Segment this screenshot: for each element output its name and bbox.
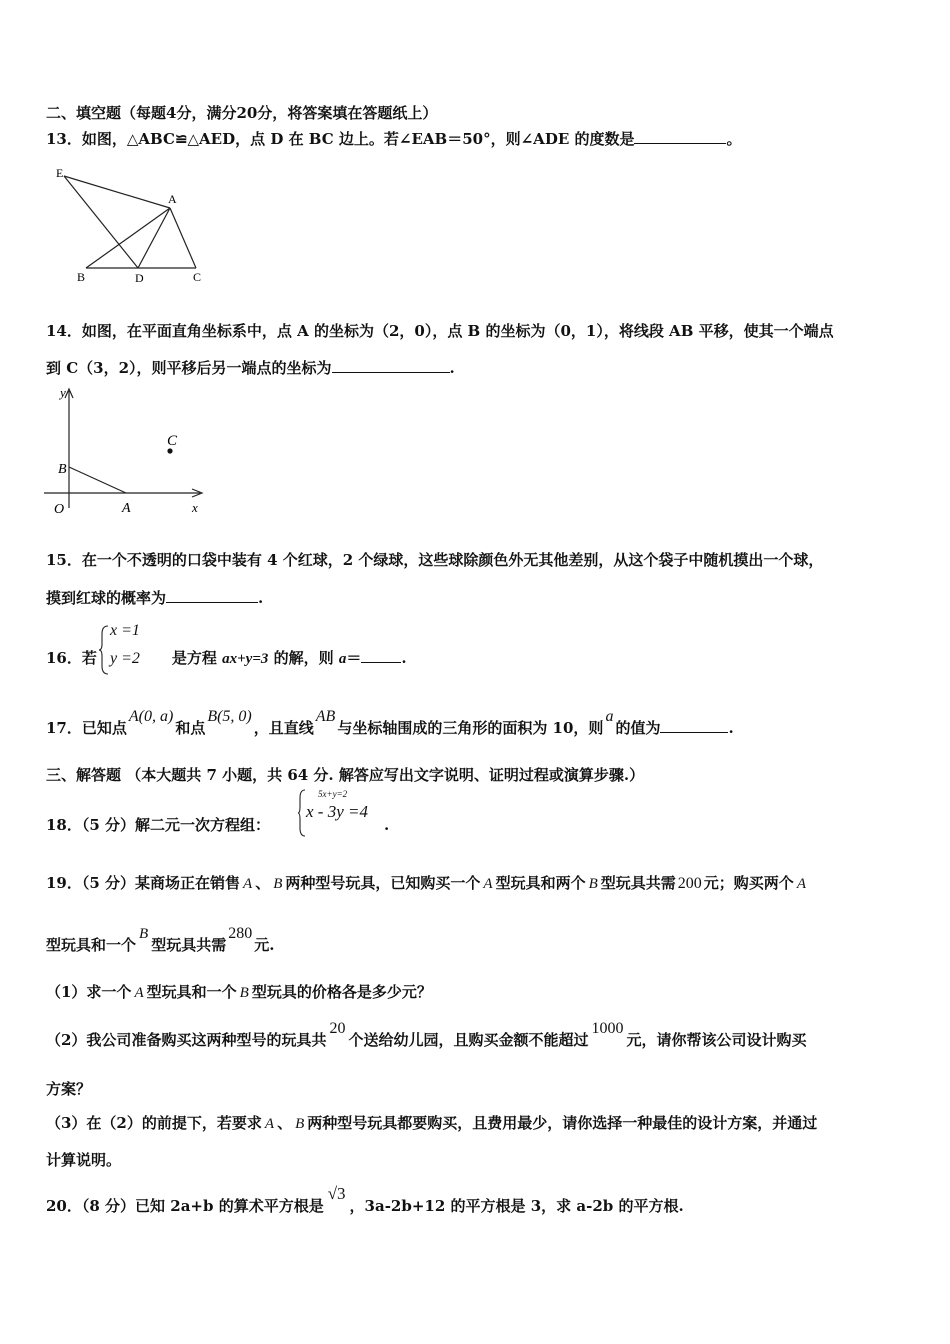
question-15-line-1: 15．在一个不透明的口袋中装有 4 个红球，2 个绿球，这些球除颜色外无其他差别，从这个袋子中随机摸出一个球， [46, 551, 824, 569]
q14-label-C: C [167, 433, 178, 449]
q16-eq1: x =1 [110, 622, 140, 639]
q19-p2b: 个送给幼儿园，且购买金额不能超过 [348, 1031, 589, 1049]
q17-point-A: A(0, a) [128, 708, 174, 725]
question-15-line-2 [46, 588, 263, 608]
q19-A-5: A [264, 1116, 275, 1132]
q14-label-O: O [54, 502, 65, 517]
section-2-title: 二、填空题（每题4分，满分20分，将答案填在答题纸上） [46, 104, 438, 122]
q15-answer-blank [166, 588, 258, 603]
q13-label-D: D [135, 271, 144, 285]
q17-point-B: B(5, 0) [207, 708, 252, 725]
q19-sep-1: 、 [255, 874, 271, 892]
q19-n200: 200 [677, 875, 702, 892]
q19-p1c: 型玩具的价格各是多少元？ [251, 983, 432, 1001]
q16-middle: 是方程 [171, 649, 223, 667]
q19-p1b: 型玩具和一个 [146, 983, 237, 1001]
q19-sep-2: 、 [277, 1114, 293, 1132]
q17-end: . [728, 719, 734, 737]
question-14-line-1: 14．如图，在平面直角坐标系中，点 A 的坐标为（2，0），点 B 的坐标为（0，1），将线段 AB 平移，使其一个端点 [46, 322, 834, 340]
question-18 [46, 815, 270, 835]
q19-A-3: A [796, 876, 806, 892]
q16-end: . [401, 649, 407, 667]
q19-A-2: A [483, 876, 493, 892]
q17-line-AB: AB [315, 708, 336, 725]
q19-B-3: B [139, 926, 149, 942]
question-14-line-2 [46, 358, 455, 378]
q16-answer-blank [361, 648, 401, 663]
q16-var: a [338, 651, 347, 667]
q14-answer-blank [332, 358, 450, 373]
section-3-title: 三、解答题 （本大题共 7 小题，共 64 分. 解答应写出文字说明、证明过程或演算步骤.） [46, 766, 645, 784]
q13-label-A: A [168, 192, 177, 206]
q16-eqsign: ＝ [346, 649, 362, 667]
q20-b: ，3a-2b+12 的平方根是 3，求 a-2b 的平方根. [349, 1197, 684, 1215]
q19-B-5: B [295, 1116, 305, 1132]
question-19-part-2 [46, 1020, 807, 1051]
q13-text: 13．如图，△ABC≌△AED，点 D 在 BC 边上。若∠EAB＝50°，则∠ADE 的度数是 [46, 130, 635, 148]
q19-p2c: 元，请你帮该公司设计购买 [626, 1031, 807, 1049]
q19-l2a: 型玩具和一个 [46, 936, 137, 954]
q19-l1e: 元；购买两个 [703, 874, 794, 892]
q13-label-E: E [56, 166, 64, 180]
q19-A-1: A [243, 876, 253, 892]
q19-l2c: 元. [254, 936, 275, 954]
question-19-part-3-cont: 计算说明。 [46, 1151, 122, 1169]
q14-coordinate-figure [40, 385, 220, 520]
q14-label-B: B [58, 462, 67, 477]
q16-eq2: y =2 [110, 650, 140, 667]
q14-label-A: A [122, 501, 131, 516]
question-19-part-1 [46, 982, 432, 1003]
q15-text: 摸到红球的概率为 [46, 589, 167, 607]
q20-sqrt3: √3 [327, 1184, 346, 1203]
q17-and: 和点 [175, 719, 206, 737]
q19-p2a: （2）我公司准备购买这两种型号的玩具共 [46, 1031, 327, 1049]
question-17 [46, 708, 734, 739]
q14-label-x: x [192, 500, 198, 515]
q14-label-y: y [60, 385, 66, 400]
q19-n20: 20 [329, 1020, 346, 1037]
q19-p3a: （3）在（2）的前提下，若要求 [46, 1114, 262, 1132]
q19-l1d: 型玩具共需 [600, 874, 676, 892]
q20-a: 20．（8 分）已知 2a+b 的算术平方根是 [46, 1197, 324, 1215]
q13-answer-blank [634, 129, 726, 144]
q16-system-brace [98, 624, 110, 676]
q15-end: . [258, 589, 264, 607]
q16-equation: ax+y=3 [222, 651, 269, 667]
q19-p1a: （1）求一个 [46, 983, 132, 1001]
q14-end: . [449, 359, 455, 377]
q19-A-4: A [134, 985, 144, 1001]
q13-label-C: C [193, 270, 202, 284]
q13-label-B: B [77, 270, 86, 284]
question-19-part-3 [46, 1113, 817, 1134]
q16-middle2: 的解，则 [268, 649, 339, 667]
q19-l1b: 两种型号玩具，已知购买一个 [285, 874, 481, 892]
q17-middle: ，且直线 [253, 719, 314, 737]
q19-l2b: 型玩具共需 [151, 936, 227, 954]
question-19-part-2-cont: 方案？ [46, 1080, 92, 1098]
q18-text: 18．（5 分）解二元一次方程组： [46, 816, 271, 834]
q18-end: . [384, 816, 390, 834]
q17-middle2: 与坐标轴围成的三角形的面积为 10，则 [337, 719, 604, 737]
q13-end: 。 [726, 130, 742, 148]
q17-var: a [605, 708, 614, 725]
question-20 [46, 1184, 684, 1216]
q19-B-4: B [239, 985, 249, 1001]
q18-eq2: x - 3y =4 [306, 802, 368, 821]
q19-B-2: B [588, 876, 598, 892]
q19-l1c: 型玩具和两个 [495, 874, 586, 892]
q17-answer-blank [660, 718, 728, 733]
q19-p3b: 两种型号玩具都要购买，且费用最少，请你选择一种最佳的设计方案，并通过 [307, 1114, 818, 1132]
q14-text: 到 C（3，2），则平移后另一端点的坐标为 [46, 359, 332, 377]
q13-triangle-figure [50, 165, 220, 290]
q19-B-1: B [273, 876, 283, 892]
q17-prefix: 17．已知点 [46, 719, 127, 737]
q19-n280: 280 [228, 925, 253, 942]
q16-prefix: 16．若 [46, 649, 97, 667]
q17-suffix: 的值为 [615, 719, 661, 737]
q14-point-C [167, 448, 172, 453]
q19-n1000: 1000 [591, 1020, 624, 1037]
question-13 [46, 129, 742, 149]
question-19-line-2 [46, 925, 275, 956]
q18-eq1: 5x+y=2 [318, 789, 348, 799]
question-19-line-1 [46, 873, 809, 894]
q19-l1a: 19．（5 分）某商场正在销售 [46, 874, 241, 892]
